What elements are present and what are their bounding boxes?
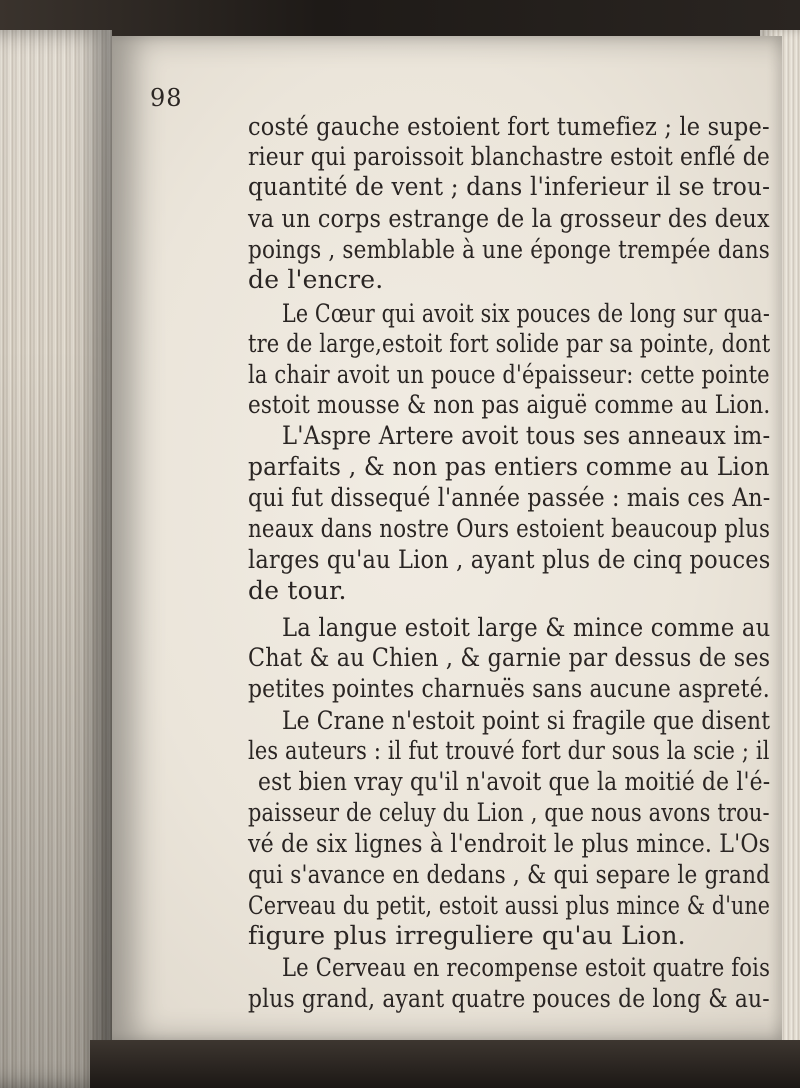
text-line: figure plus irreguliere qu'au Lion. <box>248 921 686 950</box>
text-line: Le Crane n'estoit point si fragile que disent <box>282 706 771 735</box>
text-line: Le Cœur qui avoit six pouces de long sur qua- <box>282 299 771 328</box>
page-number: 98 <box>150 84 183 112</box>
text-line: Le Cerveau en recompense estoit quatre fois <box>282 953 771 982</box>
text-line: va un corps estrange de la grosseur des deux <box>248 204 770 233</box>
text-line: quantité de vent ; dans l'inferieur il se trou- <box>248 172 771 201</box>
text-line: est bien vray qu'il n'avoit que la moitié de l'é- <box>258 767 771 796</box>
text-line: poings , semblable à une éponge trempée dans <box>248 235 770 264</box>
text-line: Chat & au Chien , & garnie par dessus de ses <box>248 643 771 672</box>
text-line: qui fut dissequé l'année passée : mais ces An- <box>248 483 771 512</box>
text-line: costé gauche estoient fort tumefiez ; le supe- <box>248 112 770 141</box>
text-line: les auteurs : il fut trouvé fort dur sous la scie ; il <box>248 736 770 765</box>
text-line: estoit mousse & non pas aiguë comme au Lion. <box>248 390 771 419</box>
text-line: rieur qui paroissoit blanchastre estoit enflé de <box>248 142 771 171</box>
text-line: tre de large,estoit fort solide par sa pointe, dont <box>248 329 771 358</box>
text-line: plus grand, ayant quatre pouces de long & au- <box>248 984 770 1013</box>
text-line: la chair avoit un pouce d'épaisseur: cette pointe <box>248 360 770 389</box>
text-line: qui s'avance en dedans , & qui separe le grand <box>248 860 771 889</box>
text-line: larges qu'au Lion , ayant plus de cinq pouces <box>248 545 771 574</box>
text-line: vé de six lignes à l'endroit le plus mince. L'Os <box>248 829 771 858</box>
text-line: La langue estoit large & mince comme au <box>282 613 771 642</box>
text-line: L'Aspre Artere avoit tous ses anneaux im- <box>282 421 771 450</box>
text-line: Cerveau du petit, estoit aussi plus mince & d'une <box>248 891 771 920</box>
text-line: de l'encre. <box>248 265 384 294</box>
text-line: de tour. <box>248 576 347 605</box>
text-line: parfaits , & non pas entiers comme au Lion <box>248 452 770 481</box>
text-line: paisseur de celuy du Lion , que nous avons trou- <box>248 798 770 827</box>
text-line: petites pointes charnuës sans aucune aspreté. <box>248 674 770 703</box>
text-line: neaux dans nostre Ours estoient beaucoup plus <box>248 514 771 543</box>
